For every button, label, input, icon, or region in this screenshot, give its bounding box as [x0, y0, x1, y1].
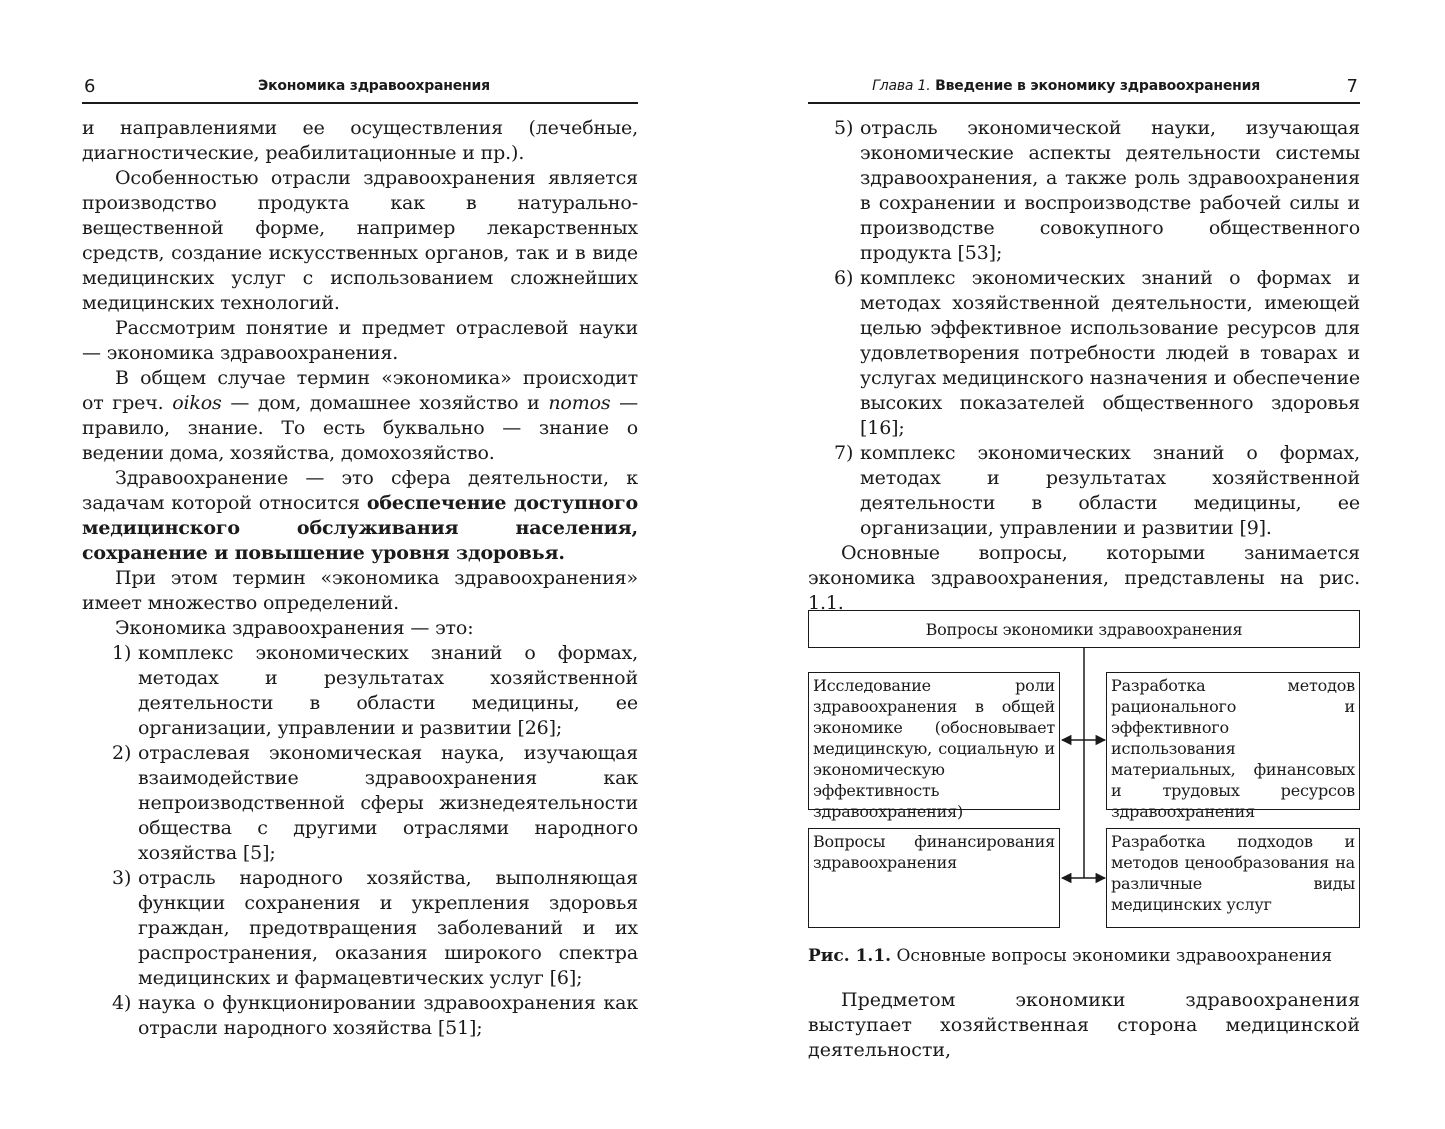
- list-number: 5): [834, 117, 854, 139]
- diagram-box-financing: Вопросы финансирования здравоохранения: [808, 828, 1060, 928]
- left-page: [82, 0, 638, 1129]
- right-page-header: [808, 74, 1360, 104]
- paragraph: Предметом экономики здравоохранения выступает хозяйственная сторона медицинской деятельности,: [808, 989, 1360, 1061]
- list-item: [808, 441, 1360, 541]
- paragraph: [82, 466, 638, 566]
- list-item: [82, 641, 638, 741]
- right-page: [808, 0, 1360, 1129]
- running-title: [872, 78, 1260, 94]
- paragraph: При этом термин «экономика здравоохранения» имеет множество определений.: [82, 567, 638, 614]
- list-item: [82, 866, 638, 991]
- list-item: [808, 266, 1360, 441]
- paragraph: Особенностью отрасли здравоохранения является производство продукта как в натурально-вещественной форме, например лекарственных средств, создание искусственных органов, так и в виде медицинских услуг с использованием сложнейших медицинских технологий.: [82, 167, 638, 314]
- list-number: 2): [112, 742, 132, 764]
- diagram-box-methods: Разработка методов рационального и эффективного использования материальных, финансовых и трудовых ресурсов здравоохранения: [1106, 672, 1360, 810]
- left-body-text: [82, 116, 638, 1041]
- list-text: комплекс экономических знаний о формах, методах и результатах хозяйственной деятельности в области медицины, ее организации, управлении и развитии [9].: [860, 442, 1360, 539]
- right-body-text: [808, 116, 1360, 616]
- paragraph-text: Здравоохранение — это сфера деятельности, к задачам которой относится: [82, 467, 638, 514]
- figure-diagram: [808, 610, 1360, 930]
- list-text: отраслевая экономическая наука, изучающая взаимодействие здравоохранения как непроизводственной сферы жизнедеятельности общества с другими отраслями народного хозяйства [5];: [138, 742, 638, 864]
- list-number: 3): [112, 867, 132, 889]
- paragraph: Экономика здравоохранения — это:: [115, 617, 474, 639]
- running-title: Экономика здравоохранения: [258, 78, 490, 94]
- list-item: [82, 741, 638, 866]
- page-number: 6: [84, 76, 96, 97]
- figure-caption: [808, 944, 1360, 968]
- list-number: 7): [834, 442, 854, 464]
- italic-term: oikos: [172, 392, 222, 414]
- list-text: комплекс экономических знаний о формах, методах и результатах хозяйственной деятельности в области медицины, ее организации, управлении и развитии [26];: [138, 642, 638, 739]
- chapter-label: Глава 1.: [872, 78, 931, 94]
- paragraph-text: — правило, знание. То есть буквально — знание о ведении дома, хозяйства, домохозяйство.: [82, 392, 638, 464]
- list-text: комплекс экономических знаний о формах и методах хозяйственной деятельности, имеющей целью эффективное использование ресурсов для удовлетворения потребности людей в товарах и услугах медицинского назначения и обеспечение высоких показателей общественного здоровья [16];: [860, 267, 1360, 439]
- caption-label: Рис. 1.1.: [808, 946, 892, 966]
- paragraph: [82, 366, 638, 466]
- list-item: [808, 116, 1360, 266]
- italic-term: nomos: [548, 392, 611, 414]
- list-number: 6): [834, 267, 854, 289]
- diagram-box-role: Исследование роли здравоохранения в общей экономике (обосновывает медицинскую, социальную и экономическую эффективность здравоохранения): [808, 672, 1060, 810]
- chapter-title: Введение в экономику здравоохранения: [935, 78, 1260, 94]
- closing-text: [808, 988, 1360, 1063]
- paragraph: Основные вопросы, которыми занимается экономика здравоохранения, представлены на рис. 1.1.: [808, 542, 1360, 614]
- caption-text: Основные вопросы экономики здравоохранения: [891, 946, 1333, 966]
- list-item: [82, 991, 638, 1041]
- list-text: отрасль народного хозяйства, выполняющая функции сохранения и укрепления здоровья граждан, предотвращения заболеваний и их распространения, оказания широкого спектра медицинских и фармацевтических услуг [6];: [138, 867, 638, 989]
- diagram-box-pricing: Разработка подходов и методов ценообразования на различные виды медицинских услуг: [1106, 828, 1360, 928]
- paragraph: и направлениями ее осуществления (лечебные, диагностические, реабилитационные и пр.).: [82, 117, 638, 164]
- bold-text: обеспечение доступного медицинского обслуживания населения, сохранение и повышение уровня здоровья.: [82, 492, 638, 564]
- paragraph-text: В общем случае термин «экономика» происходит от греч.: [82, 367, 638, 414]
- left-page-header: [82, 74, 638, 104]
- diagram-root-box: Вопросы экономики здравоохранения: [808, 610, 1360, 648]
- page-number: 7: [1346, 76, 1358, 97]
- paragraph: Рассмотрим понятие и предмет отраслевой науки — экономика здравоохранения.: [82, 317, 638, 364]
- list-text: наука о функционировании здравоохранения как отрасли народного хозяйства [51];: [138, 992, 638, 1039]
- list-number: 4): [112, 992, 132, 1014]
- list-number: 1): [112, 642, 132, 664]
- paragraph-text: — дом, домашнее хозяйство и: [221, 392, 549, 414]
- list-text: отрасль экономической науки, изучающая экономические аспекты деятельности системы здравоохранения, а также роль здравоохранения в сохранении и воспроизводстве рабочей силы и производстве совокупного общественного продукта [53];: [860, 117, 1360, 264]
